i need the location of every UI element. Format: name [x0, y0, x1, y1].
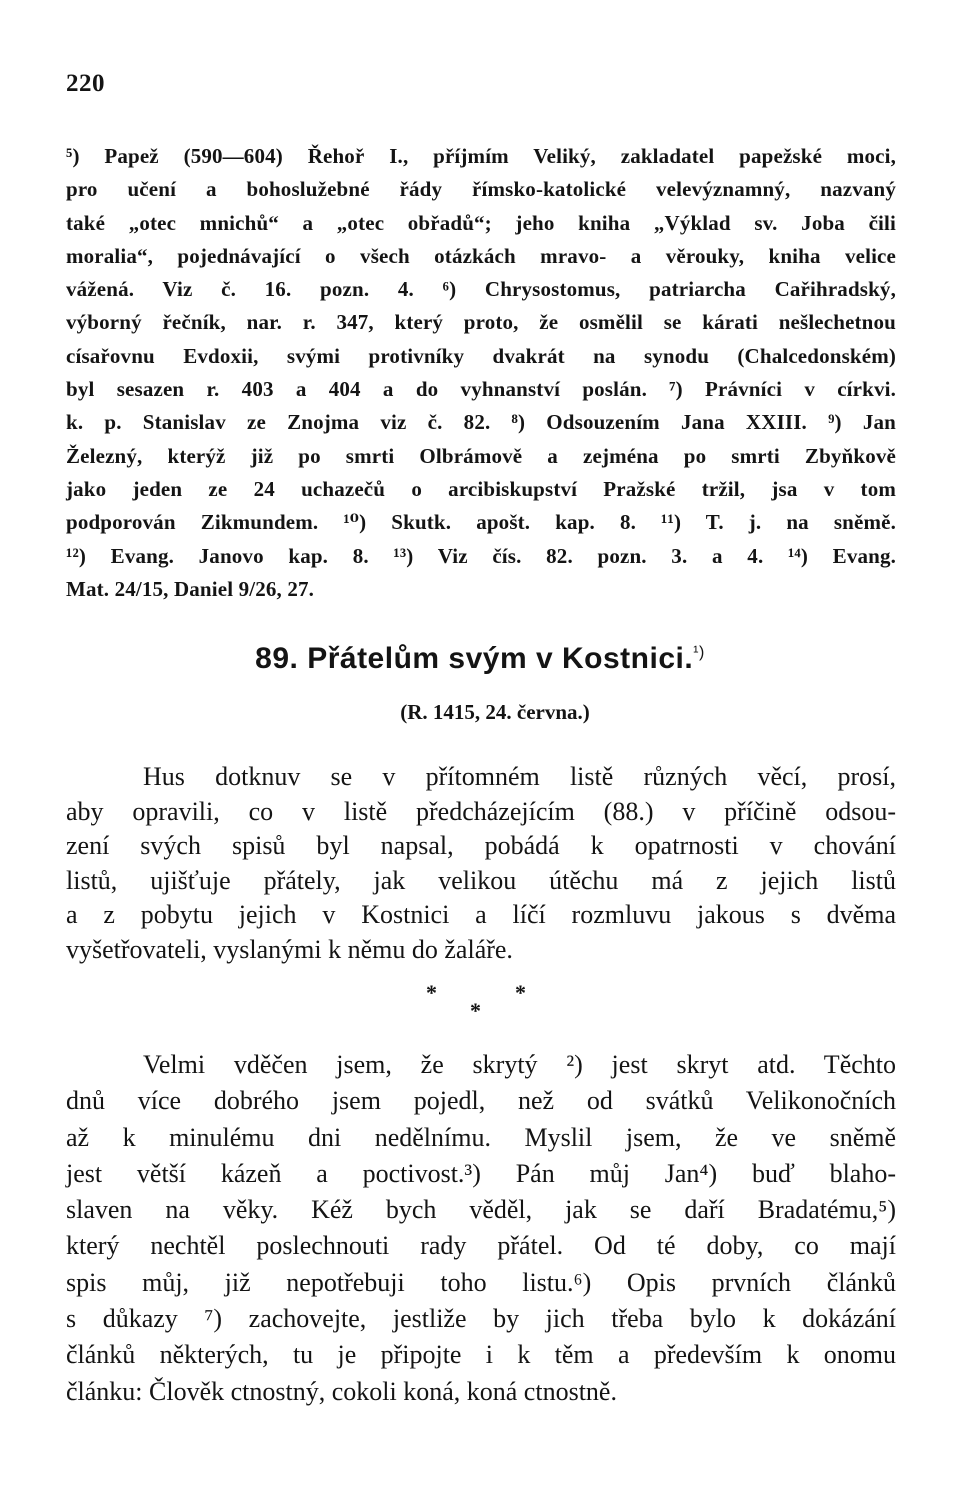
letter-line: Velmi vděčen jsem, že skrytý ²) jest skryt atd. Těchto — [143, 1050, 896, 1079]
footnote-line: císařovnu Evdoxii, svými protivníky dvakrát na synodu (Chalcedonském) — [66, 343, 896, 368]
page-number: 220 — [66, 70, 105, 97]
section-separator — [0, 980, 960, 1030]
summary-line: a z pobytu jejich v Kostnici a líčí rozmluvu jakous s dvěma — [66, 900, 896, 929]
footnote-line: Mat. 24/15, Daniel 9/26, 27. — [66, 576, 315, 601]
letter-dateline: (R. 1415, 24. června.) — [400, 700, 590, 724]
letter-line: článků některých, tu je připojte i k těm a především k onomu — [66, 1340, 896, 1370]
asterisk: * — [515, 980, 526, 1005]
footnote-line: výborný řečník, nar. r. 347, který proto, že osmělil se kárati nešlechetnou — [66, 310, 896, 335]
summary-line: aby opravili, co v listě předcházejícím (88.) v příčině odsou- — [66, 796, 896, 826]
letter-summary — [66, 760, 896, 967]
footnote-line: podporován Zikmundem. ¹⁰) Skutk. apošt. kap. 8. ¹¹) T. j. na sněmě. — [66, 510, 896, 535]
letter-heading — [0, 642, 960, 676]
letter-line: až k minulému dni nedělnímu. Myslil jsem, že ve sněmě — [66, 1122, 896, 1152]
letter-line: s důkazy ⁷) zachovejte, jestliže by jich třeba bylo k dokázání — [66, 1304, 896, 1334]
summary-line: vyšetřovateli, vyslanými k němu do žaláře. — [66, 934, 513, 964]
letter-line: dnů více dobrého jsem pojedl, než od svátků Velikonočních — [66, 1086, 896, 1116]
footnote-line: jako jeden ze 24 uchazečů o arcibiskupství Pražské tržil, jsa v tom — [66, 476, 896, 501]
letter-line: slaven na věky. Kéž bych věděl, jak se daří Bradatému,⁵) — [66, 1195, 896, 1225]
letter-title: 89. Přátelům svým v Kostnici. — [255, 642, 694, 675]
heading-footnote-marker: ¹) — [693, 644, 705, 661]
footnote-line: ¹²) Evang. Janovo kap. 8. ¹³) Viz čís. 82. pozn. 3. a 4. ¹⁴) Evang. — [66, 543, 896, 568]
letter-line: spis můj, již nepotřebuji toho listu.⁶) Opis prvních článků — [66, 1267, 896, 1297]
asterisk: * — [426, 980, 437, 1005]
footnote-line: k. p. Stanislav ze Znojma viz č. 82. ⁸) Odsouzením Jana XXIII. ⁹) Jan — [66, 410, 896, 435]
footnote-line: vážená. Viz č. 16. pozn. 4. ⁶) Chrysostomus, patriarcha Cařihradský, — [66, 277, 896, 302]
footnote-line: také „otec mnichů“ a „otec obřadů“; jeho kniha „Výklad sv. Joba čili — [66, 210, 896, 235]
summary-line: zení svých spisů byl napsal, pobádá k opatrnosti v chování — [66, 831, 896, 860]
footnote-line: pro učení a bohoslužebné řády římsko-katolické velevýznamný, nazvaný — [66, 177, 896, 202]
letter-line: jest větší kázeň a poctivost.³) Pán můj Jan⁴) buď blaho- — [66, 1158, 896, 1188]
footnote-line: Železný, kterýž již po smrti Olbrámově a zejména po smrti Zbyňkově — [66, 443, 896, 468]
footnotes-block — [66, 140, 896, 606]
summary-line: Hus dotknuv se v přítomném listě různých věcí, prosí, — [143, 762, 896, 791]
asterisk: * — [470, 998, 481, 1023]
letter-body — [66, 1047, 896, 1410]
letter-line: článku: Člověk ctnostný, cokoli koná, koná ctnostně. — [66, 1376, 617, 1406]
letter-line: který nechtěl poslechnouti rady přátel. Od té doby, co mají — [66, 1231, 896, 1261]
footnote-line: moralia“, pojednávající o všech otázkách mravo- a věrouky, kniha velice — [66, 243, 896, 268]
summary-line: listů, ujišťuje přátely, jak velikou útěchu má z jejich listů — [66, 865, 896, 895]
footnote-line: byl sesazen r. 403 a 404 a do vyhnanství poslán. ⁷) Právníci v církvi. — [66, 377, 896, 402]
footnote-line: ⁵) Papež (590—604) Řehoř I., příjmím Veliký, zakladatel papežské moci, — [66, 144, 896, 168]
